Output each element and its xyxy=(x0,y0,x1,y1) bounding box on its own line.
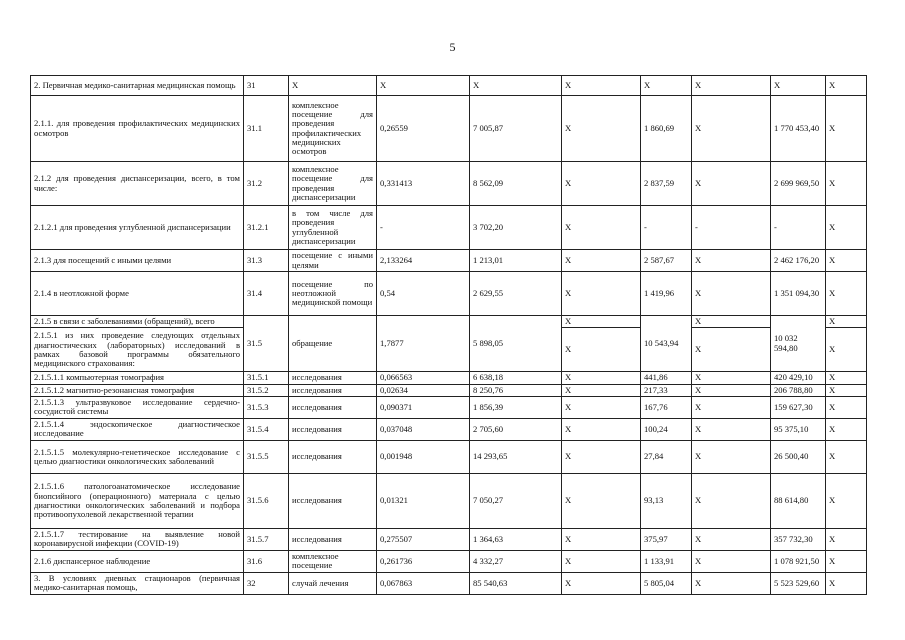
cell-unit: комплексное посещение xyxy=(289,550,377,572)
cell-v7: Х xyxy=(692,384,771,396)
cell-name: 2.1.5.1.4 эндоскопическое диагностическое исследование xyxy=(31,418,244,440)
cell-unit: исследования xyxy=(289,418,377,440)
table-row xyxy=(31,384,867,396)
cell-name: 2.1.5 в связи с заболеваниями (обращений), всего xyxy=(31,316,244,328)
cell-volume: 0,067863 xyxy=(377,572,470,594)
cell-v6: 93,13 xyxy=(641,473,692,528)
cell-volume: 2,133264 xyxy=(377,250,470,272)
cell-v6: - xyxy=(641,206,692,250)
cell-cost: 3 702,20 xyxy=(470,206,562,250)
cell-code: 31 xyxy=(244,76,289,96)
cell-cost: 14 293,65 xyxy=(470,440,562,473)
cell-v5: Х xyxy=(562,206,641,250)
cell-cost: 4 332,27 xyxy=(470,550,562,572)
cell-v9: Х xyxy=(826,418,867,440)
cell-v6: Х xyxy=(641,76,692,96)
cell-code: 32 xyxy=(244,572,289,594)
cell-v9: Х xyxy=(826,396,867,418)
cell-name: 3. В условиях дневных стационаров (первичная медико-санитарная помощь, xyxy=(31,572,244,594)
cell-code: 31.5.6 xyxy=(244,473,289,528)
cell-unit: Х xyxy=(289,76,377,96)
table-row xyxy=(31,372,867,384)
cell-v8: 1 078 921,50 xyxy=(771,550,826,572)
cell-cost: 8 562,09 xyxy=(470,162,562,206)
cell-volume: 0,331413 xyxy=(377,162,470,206)
table-row xyxy=(31,396,867,418)
cell-name: 2.1.5.1 из них проведение следующих отдельных диагностических (лабораторных) исследований в рамках базовой программы обязательного медицинского страхования: xyxy=(31,328,244,372)
cell-v9: Х xyxy=(826,272,867,316)
cell-v5: Х xyxy=(562,76,641,96)
cell-v8: 5 523 529,60 xyxy=(771,572,826,594)
cell-cost: Х xyxy=(470,76,562,96)
cell-v5: Х xyxy=(562,272,641,316)
cell-unit: случай лечения xyxy=(289,572,377,594)
cell-name: 2. Первичная медико-санитарная медицинская помощь xyxy=(31,76,244,96)
table-row xyxy=(31,162,867,206)
cell-cost: 6 638,18 xyxy=(470,372,562,384)
cell-v5: Х xyxy=(562,440,641,473)
cell-name: 2.1.5.1.3 ультразвуковое исследование сердечно-сосудистой системы xyxy=(31,396,244,418)
cell-volume: 0,037048 xyxy=(377,418,470,440)
cell-code: 31.4 xyxy=(244,272,289,316)
cell-v8: 357 732,30 xyxy=(771,528,826,550)
table-row xyxy=(31,250,867,272)
cell-code: 31.5.2 xyxy=(244,384,289,396)
cell-v8: 2 462 176,20 xyxy=(771,250,826,272)
cell-code: 31.5 xyxy=(244,316,289,372)
cell-code: 31.5.3 xyxy=(244,396,289,418)
cell-v7: Х xyxy=(692,372,771,384)
cell-unit: посещение по неотложной медицинской помощи xyxy=(289,272,377,316)
cell-v6: 2 587,67 xyxy=(641,250,692,272)
cell-v7: Х xyxy=(692,473,771,528)
cell-v6: 217,33 xyxy=(641,384,692,396)
cell-name: 2.1.5.1.6 патологоанатомическое исследование биопсийного (операционного) материала с целью диагностики онкологических заболеваний и подбора противоопухолевой лекарственной терапии xyxy=(31,473,244,528)
cell-v7: Х xyxy=(692,328,771,372)
cell-v9: Х xyxy=(826,528,867,550)
cell-v8: 420 429,10 xyxy=(771,372,826,384)
cell-volume: - xyxy=(377,206,470,250)
cell-cost: 85 540,63 xyxy=(470,572,562,594)
cell-v8: 2 699 969,50 xyxy=(771,162,826,206)
cell-volume: 0,54 xyxy=(377,272,470,316)
cell-v8: Х xyxy=(771,76,826,96)
cell-v8: 159 627,30 xyxy=(771,396,826,418)
cell-cost: 7 005,87 xyxy=(470,96,562,162)
cell-v5: Х xyxy=(562,96,641,162)
cell-code: 31.1 xyxy=(244,96,289,162)
cell-v7: Х xyxy=(692,272,771,316)
cell-v6: 1 419,96 xyxy=(641,272,692,316)
cell-v5: Х xyxy=(562,384,641,396)
table-row xyxy=(31,316,867,328)
cell-v7: - xyxy=(692,206,771,250)
cell-volume: 0,26559 xyxy=(377,96,470,162)
cell-v7: Х xyxy=(692,418,771,440)
cell-name: 2.1.3 для посещений с иными целями xyxy=(31,250,244,272)
cell-v5: Х xyxy=(562,372,641,384)
cell-v5: Х xyxy=(562,316,641,328)
cell-v7: Х xyxy=(692,550,771,572)
cell-name: 2.1.5.1.5 молекулярно-генетическое исследование с целью диагностики онкологических заболеваний xyxy=(31,440,244,473)
cell-volume: 0,001948 xyxy=(377,440,470,473)
table-row xyxy=(31,96,867,162)
cell-v7: Х xyxy=(692,250,771,272)
cell-v5: Х xyxy=(562,550,641,572)
cell-v6: 10 543,94 xyxy=(641,316,692,372)
table-row xyxy=(31,440,867,473)
cell-v5: Х xyxy=(562,162,641,206)
cell-v6: 100,24 xyxy=(641,418,692,440)
cell-v6: 2 837,59 xyxy=(641,162,692,206)
tariff-table xyxy=(30,75,867,595)
cell-v5: Х xyxy=(562,396,641,418)
cell-v6: 27,84 xyxy=(641,440,692,473)
cell-v6: 5 805,04 xyxy=(641,572,692,594)
cell-name: 2.1.5.1.7 тестирование на выявление новой коронавирусной инфекции (COVID-19) xyxy=(31,528,244,550)
cell-v7: Х xyxy=(692,440,771,473)
cell-volume: 0,275507 xyxy=(377,528,470,550)
cell-volume: 0,066563 xyxy=(377,372,470,384)
cell-name: 2.1.5.1.2 магнитно-резонансная томография xyxy=(31,384,244,396)
cell-v9: Х xyxy=(826,572,867,594)
cell-v8: 10 032 594,80 xyxy=(771,316,826,372)
cell-v9: Х xyxy=(826,206,867,250)
cell-unit: комплексное посещение для проведения профилактических медицинских осмотров xyxy=(289,96,377,162)
cell-v8: 95 375,10 xyxy=(771,418,826,440)
cell-v7: Х xyxy=(692,528,771,550)
cell-v8: - xyxy=(771,206,826,250)
table-row xyxy=(31,206,867,250)
cell-v6: 441,86 xyxy=(641,372,692,384)
table-row xyxy=(31,572,867,594)
cell-name: 2.1.1. для проведения профилактических медицинских осмотров xyxy=(31,96,244,162)
cell-v6: 1 133,91 xyxy=(641,550,692,572)
cell-name: 2.1.2.1 для проведения углубленной диспансеризации xyxy=(31,206,244,250)
cell-unit: комплексное посещение для проведения диспансеризации xyxy=(289,162,377,206)
cell-v9: Х xyxy=(826,550,867,572)
cell-cost: 5 898,05 xyxy=(470,316,562,372)
cell-code: 31.5.1 xyxy=(244,372,289,384)
cell-volume: 0,090371 xyxy=(377,396,470,418)
cell-v7: Х xyxy=(692,396,771,418)
cell-volume: 0,261736 xyxy=(377,550,470,572)
cell-v6: 167,76 xyxy=(641,396,692,418)
cell-v9: Х xyxy=(826,316,867,328)
cell-code: 31.2.1 xyxy=(244,206,289,250)
cell-code: 31.6 xyxy=(244,550,289,572)
cell-v9: Х xyxy=(826,76,867,96)
cell-name: 2.1.6 диспансерное наблюдение xyxy=(31,550,244,572)
cell-code: 31.5.4 xyxy=(244,418,289,440)
cell-unit: исследования xyxy=(289,372,377,384)
cell-cost: 2 705,60 xyxy=(470,418,562,440)
cell-v8: 26 500,40 xyxy=(771,440,826,473)
cell-volume: Х xyxy=(377,76,470,96)
cell-v5: Х xyxy=(562,572,641,594)
cell-v9: Х xyxy=(826,328,867,372)
cell-unit: исследования xyxy=(289,528,377,550)
cell-name: 2.1.4 в неотложной форме xyxy=(31,272,244,316)
cell-unit: в том числе для проведения углубленной диспансеризации xyxy=(289,206,377,250)
cell-volume: 0,02634 xyxy=(377,384,470,396)
cell-v5: Х xyxy=(562,328,641,372)
cell-cost: 1 856,39 xyxy=(470,396,562,418)
cell-unit: обращение xyxy=(289,316,377,372)
cell-v5: Х xyxy=(562,250,641,272)
table-row xyxy=(31,473,867,528)
cell-cost: 2 629,55 xyxy=(470,272,562,316)
cell-v6: 1 860,69 xyxy=(641,96,692,162)
cell-name: 2.1.2 для проведения диспансеризации, всего, в том числе: xyxy=(31,162,244,206)
table-row xyxy=(31,550,867,572)
cell-v7: Х xyxy=(692,316,771,328)
cell-cost: 8 250,76 xyxy=(470,384,562,396)
cell-volume: 1,7877 xyxy=(377,316,470,372)
cell-v8: 88 614,80 xyxy=(771,473,826,528)
cell-v9: Х xyxy=(826,372,867,384)
table-row xyxy=(31,272,867,316)
cell-v9: Х xyxy=(826,384,867,396)
cell-v5: Х xyxy=(562,473,641,528)
cell-v8: 1 351 094,30 xyxy=(771,272,826,316)
cell-unit: исследования xyxy=(289,440,377,473)
cell-code: 31.2 xyxy=(244,162,289,206)
cell-code: 31.3 xyxy=(244,250,289,272)
page-number: 5 xyxy=(449,40,456,54)
cell-v7: Х xyxy=(692,76,771,96)
cell-v7: Х xyxy=(692,162,771,206)
cell-v9: Х xyxy=(826,440,867,473)
table-row xyxy=(31,76,867,96)
cell-unit: исследования xyxy=(289,384,377,396)
cell-v5: Х xyxy=(562,528,641,550)
cell-v9: Х xyxy=(826,473,867,528)
table-row xyxy=(31,528,867,550)
cell-unit: посещение с иными целями xyxy=(289,250,377,272)
cell-v9: Х xyxy=(826,162,867,206)
cell-code: 31.5.7 xyxy=(244,528,289,550)
cell-cost: 1 364,63 xyxy=(470,528,562,550)
cell-v9: Х xyxy=(826,96,867,162)
cell-code: 31.5.5 xyxy=(244,440,289,473)
table-row xyxy=(31,418,867,440)
cell-unit: исследования xyxy=(289,473,377,528)
cell-v6: 375,97 xyxy=(641,528,692,550)
cell-volume: 0,01321 xyxy=(377,473,470,528)
cell-v8: 206 788,80 xyxy=(771,384,826,396)
cell-v7: Х xyxy=(692,572,771,594)
cell-cost: 1 213,01 xyxy=(470,250,562,272)
cell-v7: Х xyxy=(692,96,771,162)
cell-name: 2.1.5.1.1 компьютерная томография xyxy=(31,372,244,384)
cell-v9: Х xyxy=(826,250,867,272)
cell-v8: 1 770 453,40 xyxy=(771,96,826,162)
cell-v5: Х xyxy=(562,418,641,440)
cell-unit: исследования xyxy=(289,396,377,418)
cell-cost: 7 050,27 xyxy=(470,473,562,528)
